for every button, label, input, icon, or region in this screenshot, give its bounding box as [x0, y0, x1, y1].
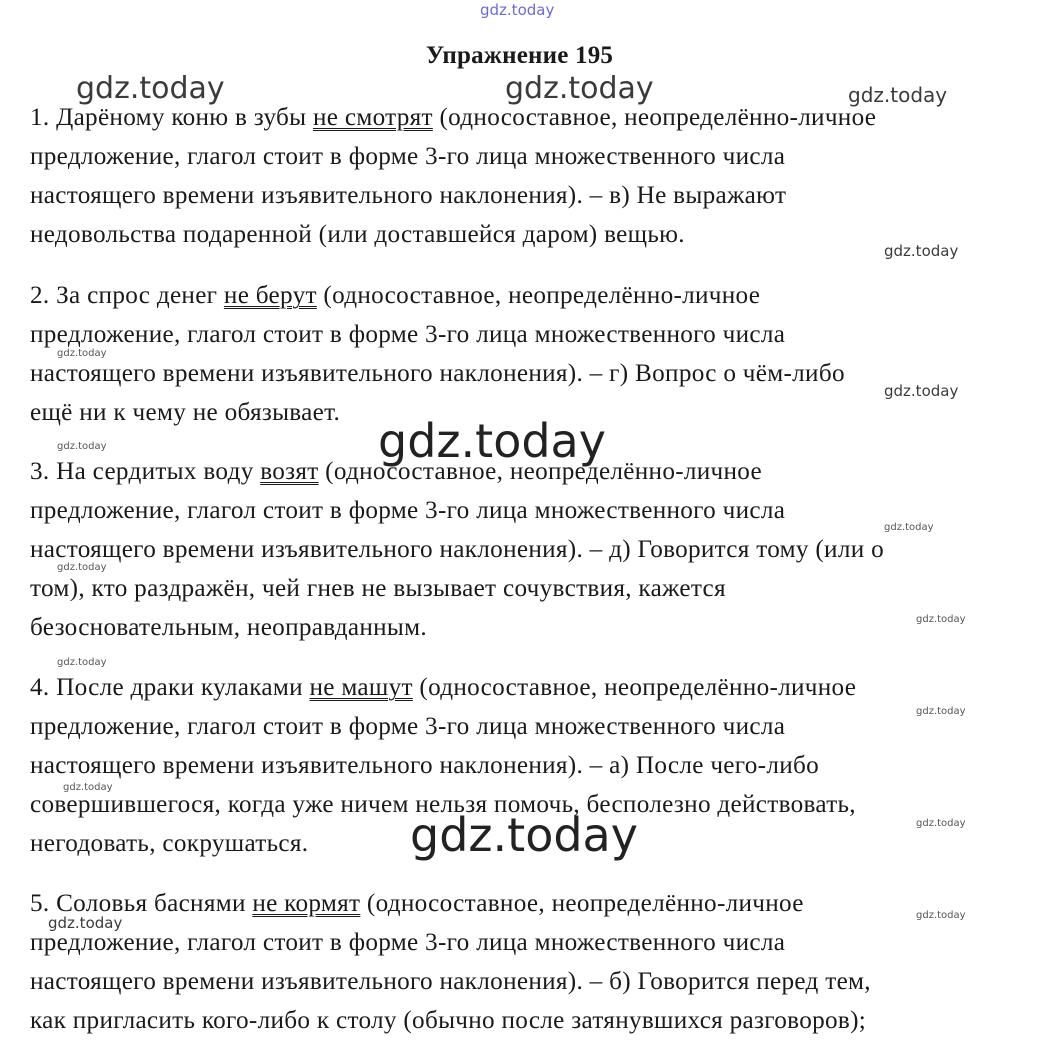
watermark-logo: gdz.today [57, 441, 107, 452]
underlined-predicate: не смотрят [313, 104, 433, 131]
watermark-logo: gdz.today [916, 706, 966, 717]
underlined-predicate: возят [260, 458, 319, 485]
paragraph-line: настоящего времени изъявительного наклонения). – в) Не выражают [30, 182, 787, 209]
line-text: (односоставное, неопределённо-личное [318, 458, 762, 485]
exercise-title: Упражнение 195 [425, 42, 614, 69]
paragraph-line: том), кто раздражён, чей гнев не вызывает сочувствия, кажется [30, 575, 726, 602]
watermark-logo: gdz.today [57, 348, 107, 359]
watermark-logo: gdz.today [48, 914, 123, 932]
paragraph-line: настоящего времени изъявительного наклонения). – а) После чего-либо [30, 752, 820, 779]
paragraph-line [30, 276, 1030, 315]
watermark-logo: gdz.today [76, 71, 225, 106]
paragraph-line: совершившегося, когда уже ничем нельзя помочь, бесполезно действовать, [30, 791, 856, 818]
watermark-logo: gdz.today [916, 910, 966, 921]
watermark-logo: gdz.today [480, 1, 555, 19]
line-text: 1. Дарёному коню в зубы [30, 104, 313, 131]
paragraph-line: настоящего времени изъявительного наклонения). – б) Говорится перед тем, [30, 968, 871, 995]
underlined-predicate: не машут [309, 674, 413, 701]
paragraph-line: безосновательным, неоправданным. [30, 614, 427, 641]
paragraph-line: как пригласить кого-либо к столу (обычно после затянувшихся разговоров); [30, 1007, 867, 1034]
paragraph-line: предложение, глагол стоит в форме 3-го лица множественного числа [30, 713, 786, 740]
paragraph-line: настоящего времени изъявительного наклонения). – г) Вопрос о чём-либо [30, 360, 845, 387]
line-text: 4. После драки кулаками [30, 674, 310, 701]
paragraph-line: предложение, глагол стоит в форме 3-го лица множественного числа [30, 143, 786, 170]
watermark-logo: gdz.today [57, 562, 107, 573]
line-text: (односоставное, неопределённо-личное [432, 104, 877, 131]
answer-paragraph-5 [30, 884, 1030, 1040]
paragraph-line: недовольства подаренной (или доставшейся даром) вещью. [30, 221, 685, 248]
line-text: 5. Соловья баснями [30, 890, 253, 917]
paragraph-line: ещё ни к чему не обязывает. [30, 399, 341, 426]
answer-paragraph-4 [30, 668, 1030, 863]
paragraph-line [30, 98, 1030, 137]
paragraph-line: предложение, глагол стоит в форме 3-го лица множественного числа [30, 321, 786, 348]
watermark-logo: gdz.today [63, 782, 113, 793]
underlined-predicate: не берут [223, 282, 317, 309]
line-text: (односоставное, неопределённо-личное [316, 282, 761, 309]
line-text: (односоставное, неопределённо-личное [360, 890, 804, 917]
watermark-logo: gdz.today [410, 808, 638, 862]
line-text: 3. На сердитых воду [30, 458, 261, 485]
answer-paragraph-2 [30, 276, 1030, 432]
watermark-logo: gdz.today [57, 657, 107, 668]
underlined-predicate: не кормят [252, 890, 361, 917]
paragraph-line: негодовать, сокрушаться. [30, 830, 309, 857]
paragraph-line: предложение, глагол стоит в форме 3-го лица множественного числа [30, 929, 786, 956]
paragraph-line: предложение, глагол стоит в форме 3-го лица множественного числа [30, 497, 786, 524]
watermark-logo: gdz.today [378, 414, 606, 468]
line-text: 2. За спрос денег [30, 282, 224, 309]
watermark-logo: gdz.today [884, 522, 934, 533]
watermark-logo: gdz.today [916, 818, 966, 829]
paragraph-line [30, 452, 1030, 491]
answer-paragraph-3 [30, 452, 1030, 647]
paragraph-line [30, 668, 1030, 707]
watermark-logo: gdz.today [884, 382, 959, 400]
answer-paragraph-1 [30, 98, 1030, 254]
watermark-logo: gdz.today [505, 71, 654, 106]
watermark-logo: gdz.today [848, 83, 948, 107]
line-text: (односоставное, неопределённо-личное [412, 674, 857, 701]
paragraph-line: настоящего времени изъявительного наклонения). – д) Говорится тому (или о [30, 536, 884, 563]
watermark-logo: gdz.today [916, 614, 966, 625]
watermark-logo: gdz.today [884, 242, 959, 260]
paragraph-line [30, 884, 1030, 923]
